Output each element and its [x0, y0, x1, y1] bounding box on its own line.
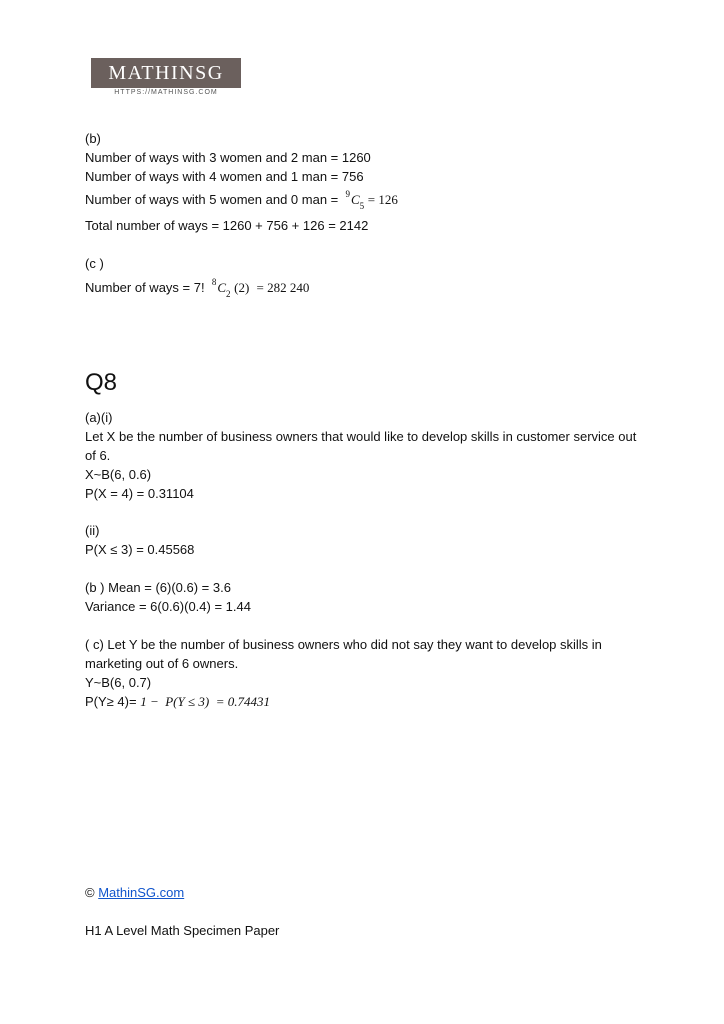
- part-c-rest: (2): [234, 280, 250, 295]
- logo-banner: [91, 58, 241, 88]
- part-c-label: (c ): [85, 256, 104, 271]
- q8-a-distribution: X~B(6, 0.6): [85, 467, 152, 482]
- q8-c-text-2: marketing out of 6 owners.: [85, 656, 239, 671]
- part-c-sub: 2: [225, 289, 231, 299]
- q8-a-label: (a)(i): [85, 410, 113, 425]
- q8-heading: Q8: [85, 369, 118, 396]
- part-b-line-3-text: Number of ways with 5 women and 0 man =: [85, 192, 339, 207]
- part-b-c: C: [351, 192, 360, 207]
- q8-a-probability: P(X = 4) = 0.31104: [85, 486, 194, 501]
- q8-c-distribution: Y~B(6, 0.7): [85, 675, 152, 690]
- q8-b-mean: (b ) Mean = (6)(0.6) = 3.6: [85, 580, 231, 595]
- part-b-total: Total number of ways = 1260 + 756 + 126 = 2142: [85, 218, 369, 233]
- q8-c-probability: [85, 693, 270, 711]
- logo-name: MATHINSG: [108, 62, 224, 84]
- q8-c-prob-lhs: P(Y≥ 4)=: [85, 694, 137, 709]
- part-b-result: = 126: [367, 192, 398, 207]
- part-b-line-2: Number of ways with 4 women and 1 man = 756: [85, 169, 364, 184]
- q8-ii-probability: P(X ≤ 3) = 0.45568: [85, 542, 195, 557]
- q8-a-text-2: of 6.: [85, 448, 111, 463]
- copyright-symbol: ©: [85, 885, 95, 900]
- part-c-text: Number of ways = 7!: [85, 280, 205, 295]
- q8-c-text-1: ( c) Let Y be the number of business owners who did not say they want to develop skills in: [85, 637, 602, 652]
- part-c-c: C: [217, 280, 226, 295]
- part-b-sup: 9: [345, 189, 350, 199]
- logo-url: HTTPS://MATHINSG.COM: [114, 89, 218, 96]
- part-c-result: = 282 240: [256, 280, 310, 295]
- q8-c-prob-rhs: 1 − P(Y ≤ 3) = 0.74431: [140, 694, 270, 709]
- part-b-label: (b): [85, 131, 101, 146]
- part-b-line-3: [85, 191, 398, 210]
- q8-a-text-1: Let X be the number of business owners that would like to develop skills in customer service out: [85, 429, 637, 444]
- part-c-line: [85, 279, 309, 298]
- q8-b-variance: Variance = 6(0.6)(0.4) = 1.44: [85, 599, 251, 614]
- footer-copyright: [85, 884, 184, 902]
- q8-ii-label: (ii): [85, 523, 100, 538]
- part-b-sub: 5: [359, 201, 365, 211]
- part-c-sup: 8: [211, 277, 217, 287]
- part-b-line-1: Number of ways with 3 women and 2 man = 1260: [85, 150, 371, 165]
- footer-title: H1 A Level Math Specimen Paper: [85, 923, 280, 938]
- mathinsg-link[interactable]: MathinSG.com: [98, 885, 185, 900]
